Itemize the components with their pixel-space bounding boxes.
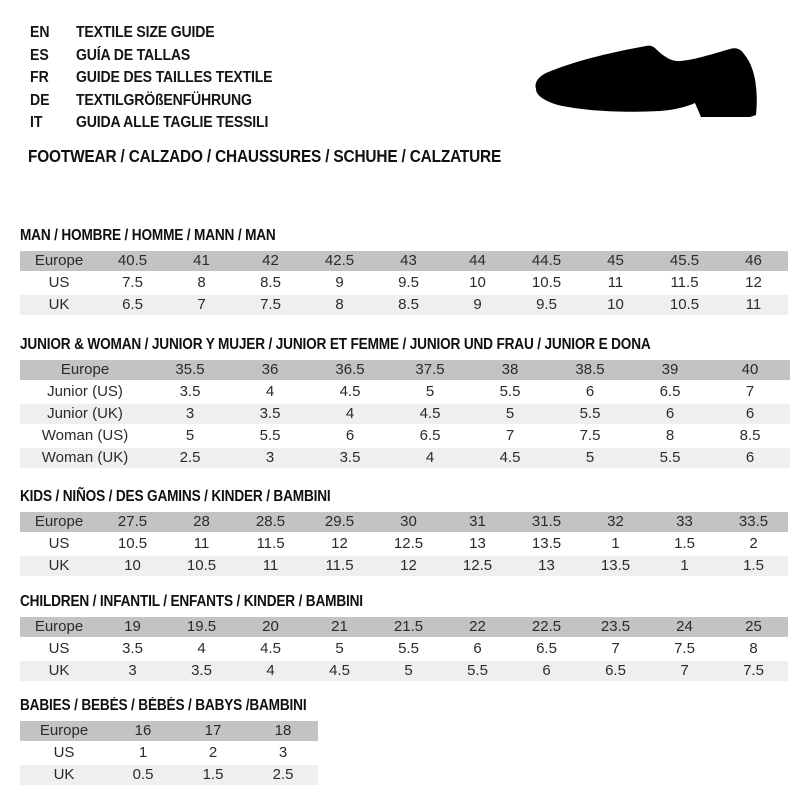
size-cell: 38.5 (550, 360, 630, 381)
size-cell: 3 (248, 742, 318, 764)
size-cell: 5 (305, 638, 374, 660)
size-cell: 9.5 (512, 294, 581, 316)
size-cell: 9 (305, 272, 374, 294)
size-cell: 23.5 (581, 617, 650, 638)
size-cell: 6 (710, 447, 790, 469)
size-cell: 6.5 (630, 381, 710, 403)
size-cell: 38 (470, 360, 550, 381)
size-cell: 35.5 (150, 360, 230, 381)
size-cell: 19.5 (167, 617, 236, 638)
table-row (20, 721, 318, 742)
size-cell: 44.5 (512, 251, 581, 272)
size-cell: 3 (98, 660, 167, 682)
size-cell: 7.5 (236, 294, 305, 316)
size-cell: 10 (443, 272, 512, 294)
size-cell: 46 (719, 251, 788, 272)
row-label: Europe (20, 721, 108, 742)
size-cell: 5.5 (374, 638, 443, 660)
guide-title-en: TEXTILE SIZE GUIDE (76, 24, 215, 41)
row-label: UK (20, 764, 108, 786)
size-cell: 10.5 (650, 294, 719, 316)
size-cell: 28 (167, 512, 236, 533)
size-tables (20, 228, 788, 787)
guide-title-de: TEXTILGRÖßENFÜHRUNG (76, 91, 252, 109)
table-row (20, 403, 790, 425)
size-cell: 21 (305, 617, 374, 638)
size-cell: 41 (167, 251, 236, 272)
size-cell: 5.5 (230, 425, 310, 447)
size-cell: 1 (108, 742, 178, 764)
size-cell: 7.5 (650, 638, 719, 660)
row-label: Junior (UK) (20, 403, 150, 425)
language-title-list (30, 22, 299, 135)
size-cell: 10 (581, 294, 650, 316)
size-cell: 5.5 (550, 403, 630, 425)
size-cell: 11 (581, 272, 650, 294)
size-cell: 5 (374, 660, 443, 682)
language-code: FR (30, 69, 49, 86)
size-cell: 11.5 (236, 533, 305, 555)
size-cell: 3.5 (230, 403, 310, 425)
size-cell: 7.5 (550, 425, 630, 447)
size-cell: 9 (443, 294, 512, 316)
size-cell: 6 (710, 403, 790, 425)
size-cell: 11 (167, 533, 236, 555)
language-row-en (30, 22, 299, 45)
size-cell: 5 (550, 447, 630, 469)
size-cell: 10.5 (98, 533, 167, 555)
table-row (20, 251, 788, 272)
size-cell: 45.5 (650, 251, 719, 272)
language-row-it (30, 112, 299, 135)
guide-title-fr: GUIDE DES TAILLES TEXTILE (76, 69, 273, 86)
size-cell: 1.5 (650, 533, 719, 555)
size-cell: 31 (443, 512, 512, 533)
table-row (20, 764, 318, 786)
size-cell: 18 (248, 721, 318, 742)
table-row (20, 512, 788, 533)
size-cell: 40.5 (98, 251, 167, 272)
size-cell: 8.5 (710, 425, 790, 447)
size-cell: 12 (719, 272, 788, 294)
shoe-icon (533, 45, 765, 123)
row-label: UK (20, 660, 98, 682)
size-cell: 10 (98, 555, 167, 577)
size-cell: 37.5 (390, 360, 470, 381)
size-cell: 39 (630, 360, 710, 381)
row-label: Europe (20, 251, 98, 272)
size-cell: 3.5 (310, 447, 390, 469)
size-cell: 9.5 (374, 272, 443, 294)
size-cell: 32 (581, 512, 650, 533)
table-row (20, 638, 788, 660)
size-table (20, 721, 318, 787)
size-cell: 28.5 (236, 512, 305, 533)
size-cell: 44 (443, 251, 512, 272)
size-cell: 13.5 (512, 533, 581, 555)
size-cell: 4 (310, 403, 390, 425)
size-cell: 33 (650, 512, 719, 533)
size-cell: 6 (512, 660, 581, 682)
size-cell: 4.5 (470, 447, 550, 469)
table-row (20, 425, 790, 447)
guide-title-es: GUÍA DE TALLAS (76, 46, 191, 64)
size-cell: 13.5 (581, 555, 650, 577)
size-cell: 3.5 (98, 638, 167, 660)
size-cell: 8 (167, 272, 236, 294)
size-cell: 2.5 (248, 764, 318, 786)
section-title: KIDS / NIÑOS / DES GAMINS / KINDER / BAMBINI (20, 488, 331, 505)
size-cell: 12.5 (374, 533, 443, 555)
language-row-es (30, 45, 299, 68)
size-cell: 3.5 (167, 660, 236, 682)
size-cell: 6.5 (512, 638, 581, 660)
size-cell: 11.5 (305, 555, 374, 577)
size-cell: 25 (719, 617, 788, 638)
row-label: US (20, 742, 108, 764)
size-cell: 4.5 (305, 660, 374, 682)
size-cell: 12 (305, 533, 374, 555)
size-cell: 7 (470, 425, 550, 447)
size-cell: 7.5 (98, 272, 167, 294)
size-cell: 22.5 (512, 617, 581, 638)
size-cell: 45 (581, 251, 650, 272)
size-cell: 19 (98, 617, 167, 638)
section-title: JUNIOR & WOMAN / JUNIOR Y MUJER / JUNIOR ET FEMME / JUNIOR UND FRAU / JUNIOR E DONA (20, 336, 651, 353)
table-row (20, 533, 788, 555)
table-row (20, 294, 788, 316)
size-cell: 8 (630, 425, 710, 447)
table-row (20, 617, 788, 638)
size-cell: 12.5 (443, 555, 512, 577)
table-row (20, 447, 790, 469)
size-cell: 6 (310, 425, 390, 447)
language-code: EN (30, 24, 50, 41)
row-label: Europe (20, 617, 98, 638)
size-guide-section (20, 228, 788, 317)
size-cell: 1.5 (178, 764, 248, 786)
size-cell: 6.5 (98, 294, 167, 316)
size-cell: 36 (230, 360, 310, 381)
row-label: UK (20, 555, 98, 577)
size-cell: 4 (236, 660, 305, 682)
table-row (20, 555, 788, 577)
row-label: UK (20, 294, 98, 316)
size-cell: 6 (630, 403, 710, 425)
size-cell: 4 (230, 381, 310, 403)
row-label: US (20, 272, 98, 294)
size-cell: 36.5 (310, 360, 390, 381)
size-cell: 5.5 (470, 381, 550, 403)
size-cell: 33.5 (719, 512, 788, 533)
size-cell: 16 (108, 721, 178, 742)
table-row (20, 660, 788, 682)
size-cell: 29.5 (305, 512, 374, 533)
size-cell: 10.5 (512, 272, 581, 294)
size-cell: 4 (390, 447, 470, 469)
size-cell: 4.5 (236, 638, 305, 660)
table-row (20, 381, 790, 403)
table-row (20, 742, 318, 764)
size-cell: 11 (236, 555, 305, 577)
row-label: US (20, 638, 98, 660)
size-cell: 3 (230, 447, 310, 469)
row-label: Europe (20, 360, 150, 381)
size-cell: 12 (374, 555, 443, 577)
size-cell: 5.5 (630, 447, 710, 469)
size-cell: 5 (390, 381, 470, 403)
size-cell: 1 (650, 555, 719, 577)
size-cell: 5.5 (443, 660, 512, 682)
size-cell: 21.5 (374, 617, 443, 638)
section-title: MAN / HOMBRE / HOMME / MANN / MAN (20, 227, 276, 244)
size-cell: 13 (443, 533, 512, 555)
size-table (20, 512, 788, 578)
size-cell: 31.5 (512, 512, 581, 533)
table-row (20, 272, 788, 294)
size-cell: 6.5 (390, 425, 470, 447)
size-guide-section (20, 698, 788, 787)
size-cell: 27.5 (98, 512, 167, 533)
size-cell: 17 (178, 721, 248, 742)
size-cell: 8 (719, 638, 788, 660)
language-row-de (30, 90, 299, 113)
category-heading: FOOTWEAR / CALZADO / CHAUSSURES / SCHUHE / CALZATURE (28, 146, 502, 166)
language-code: DE (30, 91, 50, 109)
size-cell: 7 (650, 660, 719, 682)
size-cell: 6 (550, 381, 630, 403)
size-cell: 4.5 (310, 381, 390, 403)
language-row-fr (30, 67, 299, 90)
size-cell: 2.5 (150, 447, 230, 469)
row-label: Woman (US) (20, 425, 150, 447)
size-cell: 6.5 (581, 660, 650, 682)
size-cell: 13 (512, 555, 581, 577)
table-row (20, 360, 790, 381)
shoe-icon-svg (533, 45, 765, 123)
row-label: Woman (UK) (20, 447, 150, 469)
size-cell: 7 (581, 638, 650, 660)
size-cell: 2 (719, 533, 788, 555)
row-label: Junior (US) (20, 381, 150, 403)
size-cell: 8.5 (374, 294, 443, 316)
language-code: ES (30, 46, 49, 64)
size-cell: 7.5 (719, 660, 788, 682)
size-cell: 1.5 (719, 555, 788, 577)
language-code: IT (30, 114, 43, 131)
size-guide-section (20, 489, 788, 578)
size-cell: 2 (178, 742, 248, 764)
size-cell: 7 (710, 381, 790, 403)
size-table (20, 251, 788, 317)
size-cell: 3 (150, 403, 230, 425)
guide-title-it: GUIDA ALLE TAGLIE TESSILI (76, 114, 269, 131)
row-label: Europe (20, 512, 98, 533)
size-cell: 42.5 (305, 251, 374, 272)
size-cell: 8 (305, 294, 374, 316)
size-cell: 6 (443, 638, 512, 660)
size-table (20, 360, 790, 470)
size-cell: 0.5 (108, 764, 178, 786)
size-table (20, 617, 788, 683)
size-cell: 4.5 (390, 403, 470, 425)
size-cell: 5 (470, 403, 550, 425)
size-cell: 24 (650, 617, 719, 638)
size-cell: 43 (374, 251, 443, 272)
section-title: CHILDREN / INFANTIL / ENFANTS / KINDER / BAMBINI (20, 593, 363, 610)
size-cell: 42 (236, 251, 305, 272)
size-cell: 4 (167, 638, 236, 660)
size-cell: 30 (374, 512, 443, 533)
size-guide-section (20, 594, 788, 683)
size-cell: 5 (150, 425, 230, 447)
size-cell: 8.5 (236, 272, 305, 294)
size-cell: 20 (236, 617, 305, 638)
row-label: US (20, 533, 98, 555)
size-guide-section (20, 337, 788, 470)
section-title: BABIES / BEBÉS / BÉBÉS / BABYS /BAMBINI (20, 697, 307, 714)
size-cell: 11.5 (650, 272, 719, 294)
size-cell: 7 (167, 294, 236, 316)
size-cell: 10.5 (167, 555, 236, 577)
size-cell: 11 (719, 294, 788, 316)
size-cell: 3.5 (150, 381, 230, 403)
size-cell: 40 (710, 360, 790, 381)
size-cell: 22 (443, 617, 512, 638)
size-cell: 1 (581, 533, 650, 555)
